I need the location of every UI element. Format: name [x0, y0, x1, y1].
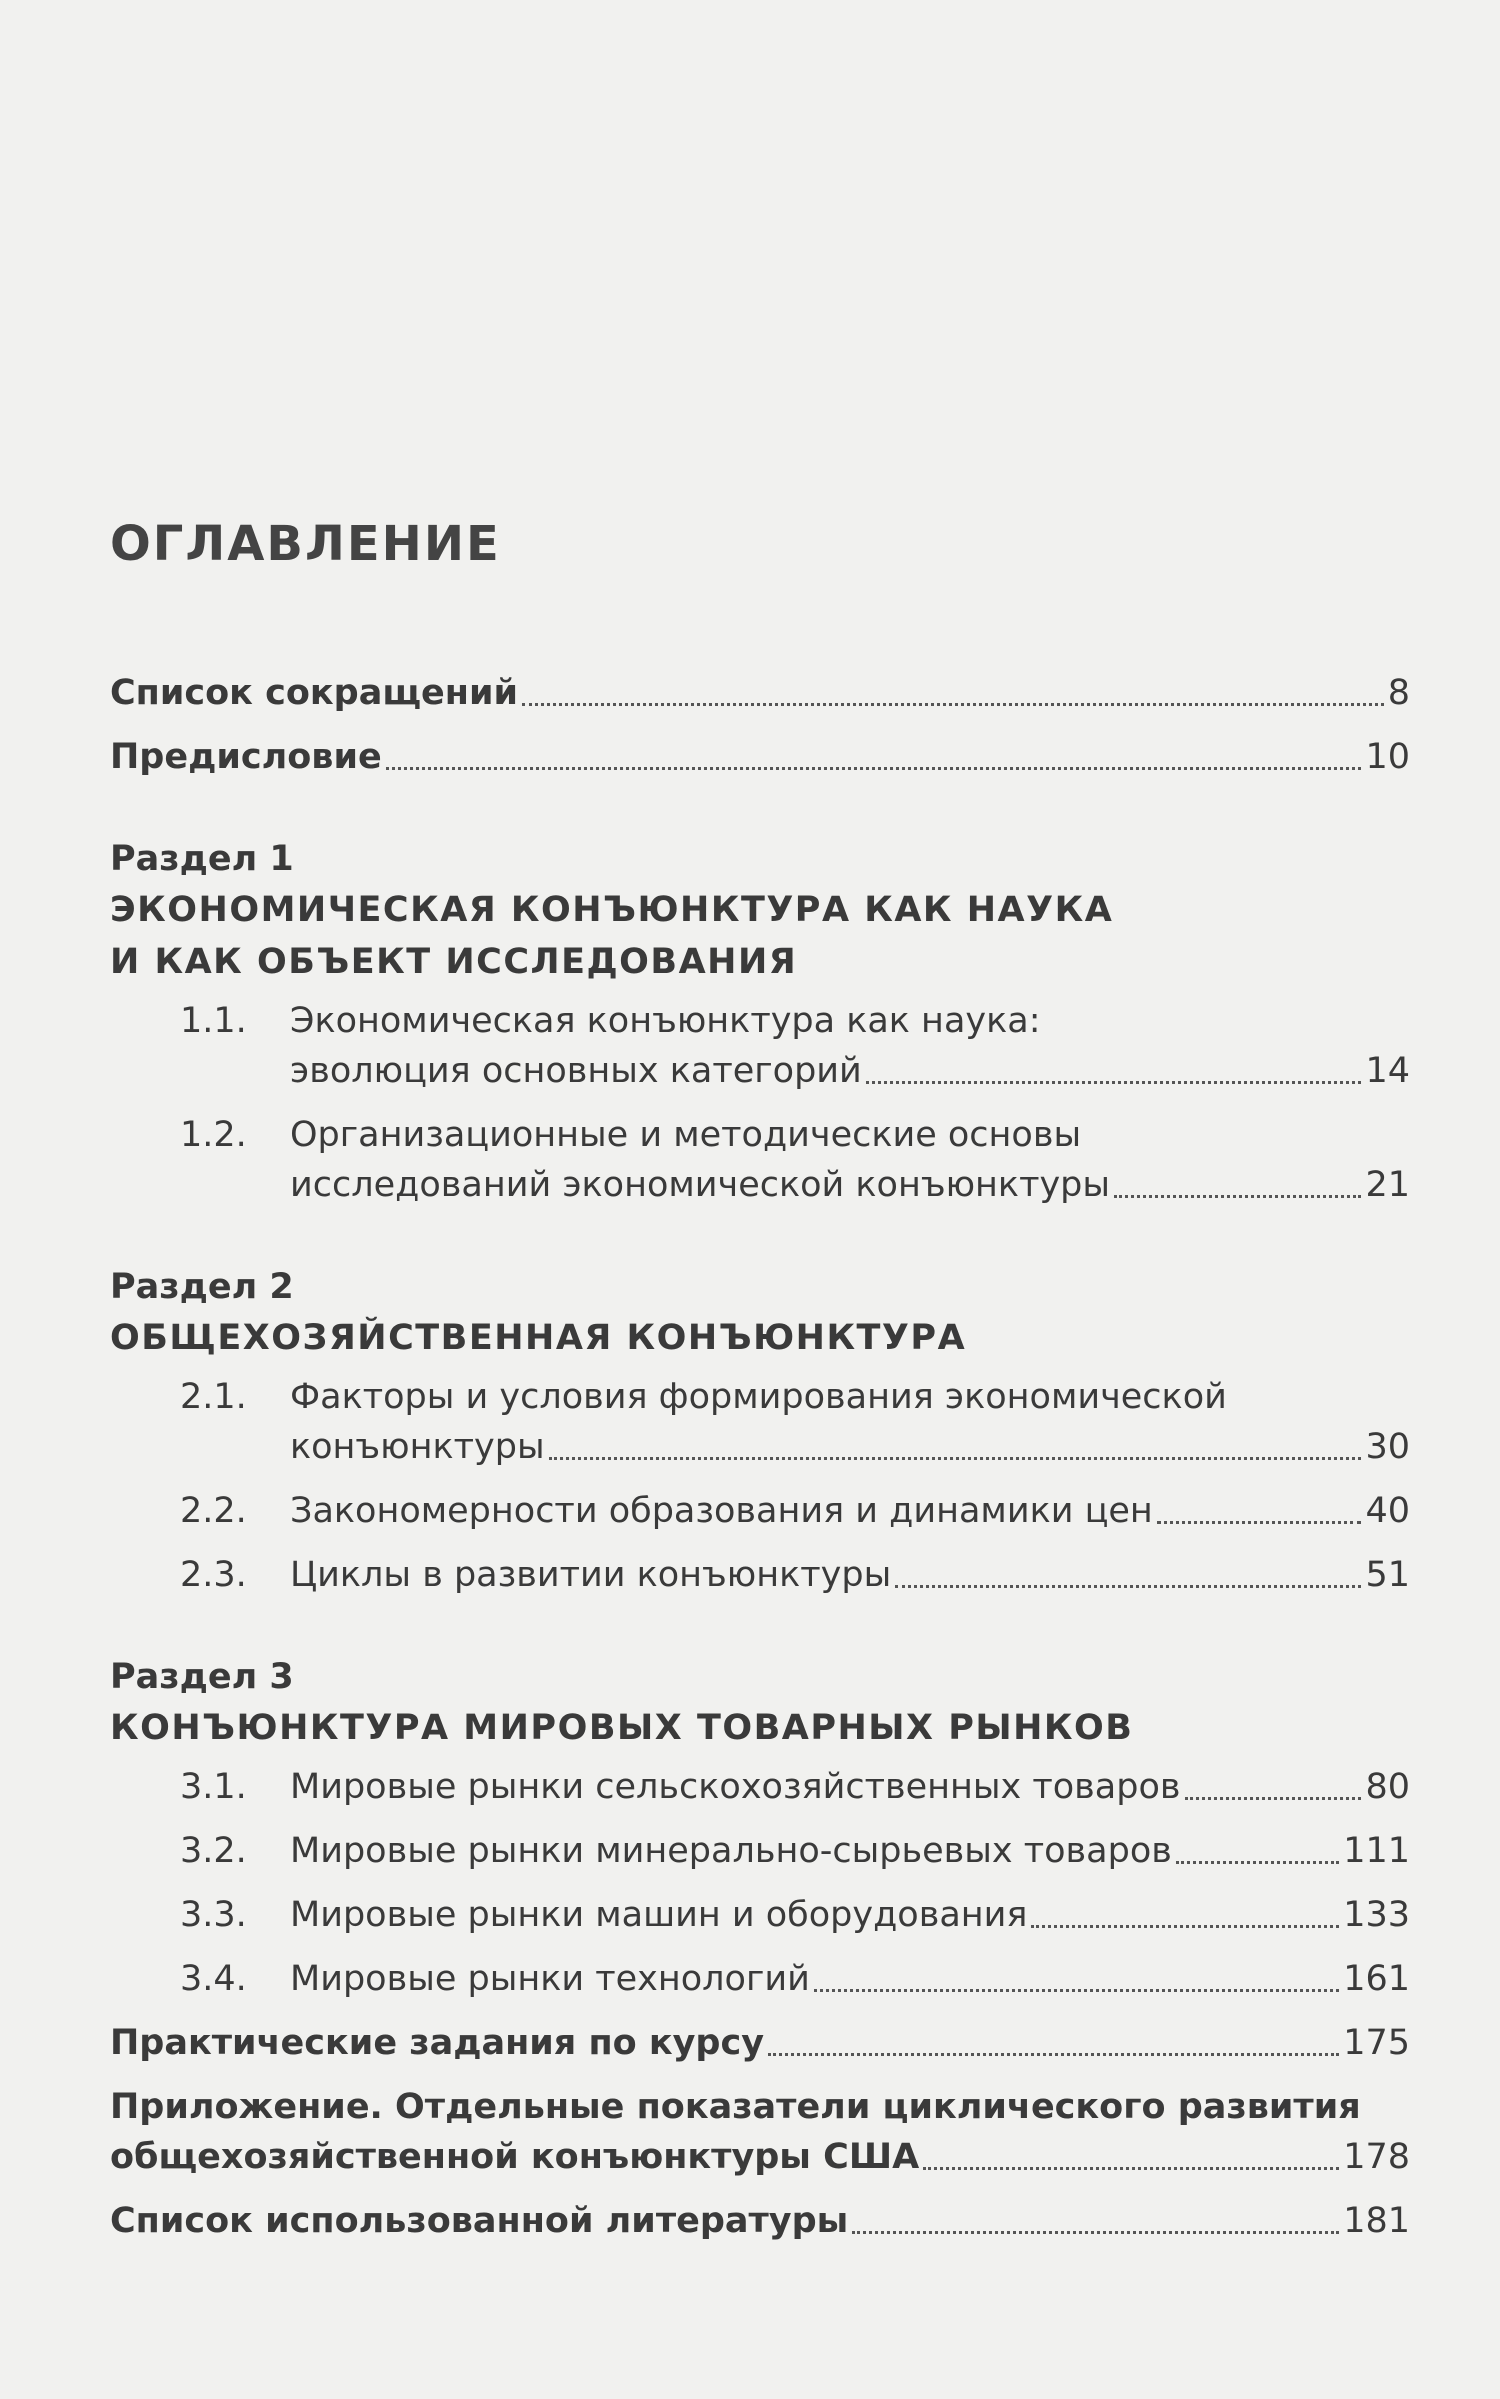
toc-item-2-2[interactable]: [180, 1486, 1410, 1536]
dot-leader: [814, 1989, 1339, 1992]
entry-text-line: Приложение. Отдельные показатели циклического развития: [110, 2087, 1361, 2127]
item-text-line: Экономическая конъюнктура как наука:: [290, 1001, 1041, 1041]
item-number: 1.2.: [180, 1115, 247, 1155]
toc-entry-practical-tasks[interactable]: [110, 2018, 1410, 2068]
section-title: [110, 1702, 1410, 1754]
item-text-line: Мировые рынки технологий: [290, 1959, 810, 1999]
toc-item-2-1[interactable]: [180, 1372, 1410, 1472]
toc-item-3-3[interactable]: [180, 1890, 1410, 1940]
dot-leader: [895, 1585, 1361, 1588]
section-label: Раздел 1: [110, 839, 294, 879]
item-text-line: Циклы в развитии конъюнктуры: [290, 1555, 892, 1595]
page-number: 133: [1343, 1895, 1410, 1935]
item-text-line: Мировые рынки сельскохозяйственных товаров: [290, 1767, 1181, 1807]
section-title-line: КОНЪЮНКТУРА МИРОВЫХ ТОВАРНЫХ РЫНКОВ: [110, 1708, 1134, 1748]
page-number: 181: [1343, 2201, 1410, 2241]
item-number: 2.2.: [180, 1491, 247, 1531]
section-title-line: ЭКОНОМИЧЕСКАЯ КОНЪЮНКТУРА КАК НАУКА: [110, 890, 1114, 930]
item-text-line: Мировые рынки машин и оборудования: [290, 1895, 1028, 1935]
section-title: [110, 1312, 1410, 1364]
table-of-contents: [110, 516, 1410, 2260]
item-number: 3.2.: [180, 1831, 247, 1871]
entry-text: Список сокращений: [110, 673, 519, 713]
item-text-line: Факторы и условия формирования экономической: [290, 1377, 1227, 1417]
dot-leader: [1185, 1797, 1362, 1800]
dot-leader: [1031, 1925, 1339, 1928]
page-number: 8: [1387, 673, 1410, 713]
toc-entry-references[interactable]: [110, 2196, 1410, 2246]
page-title: ОГЛАВЛЕНИЕ: [110, 516, 501, 572]
page-number: 161: [1343, 1959, 1410, 1999]
entry-text: Практические задания по курсу: [110, 2023, 765, 2063]
item-number: 2.1.: [180, 1377, 247, 1417]
toc-item-1-2[interactable]: [180, 1110, 1410, 1210]
item-text-line: эволюция основных категорий: [290, 1051, 862, 1091]
section-title: [110, 884, 1410, 988]
item-text-line: исследований экономической конъюнктуры: [290, 1165, 1111, 1205]
section-title-line: И КАК ОБЪЕКТ ИССЛЕДОВАНИЯ: [110, 942, 798, 982]
item-number: 3.4.: [180, 1959, 247, 1999]
dot-leader: [923, 2167, 1339, 2170]
toc-item-3-4[interactable]: [180, 1954, 1410, 2004]
page-number: 30: [1365, 1427, 1410, 1467]
page-number: 175: [1343, 2023, 1410, 2063]
item-number: 1.1.: [180, 1001, 247, 1041]
page-number: 80: [1365, 1767, 1410, 1807]
entry-text: Список использованной литературы: [110, 2201, 849, 2241]
page-number: 40: [1365, 1491, 1410, 1531]
dot-leader: [866, 1081, 1362, 1084]
toc-item-1-1[interactable]: [180, 996, 1410, 1096]
page-number: 14: [1365, 1051, 1410, 1091]
toc-item-3-1[interactable]: [180, 1762, 1410, 1812]
section-title-line: ОБЩЕХОЗЯЙСТВЕННАЯ КОНЪЮНКТУРА: [110, 1318, 967, 1358]
page-number: 178: [1343, 2137, 1410, 2177]
toc-entry-appendix[interactable]: [110, 2082, 1410, 2182]
item-text-line: конъюнктуры: [290, 1427, 545, 1467]
toc-item-3-2[interactable]: [180, 1826, 1410, 1876]
toc-entry-abbreviations[interactable]: [110, 668, 1410, 718]
dot-leader: [852, 2231, 1339, 2234]
section-label: Раздел 3: [110, 1657, 294, 1697]
dot-leader: [386, 767, 1362, 770]
entry-text: Предисловие: [110, 737, 382, 777]
toc-section-1: [110, 834, 1410, 1210]
toc-section-3: [110, 1652, 1410, 2004]
entry-text: общехозяйственной конъюнктуры США: [110, 2137, 920, 2177]
page-number: 51: [1365, 1555, 1410, 1595]
dot-leader: [768, 2053, 1339, 2056]
item-number: 3.3.: [180, 1895, 247, 1935]
dot-leader: [549, 1457, 1362, 1460]
item-text-line: Мировые рынки минерально-сырьевых товаров: [290, 1831, 1172, 1871]
toc-section-2: [110, 1262, 1410, 1600]
page-number: 10: [1365, 737, 1410, 777]
dot-leader: [1114, 1195, 1361, 1198]
item-text-line: Организационные и методические основы: [290, 1115, 1082, 1155]
item-number: 2.3.: [180, 1555, 247, 1595]
dot-leader: [522, 703, 1384, 706]
toc-item-2-3[interactable]: [180, 1550, 1410, 1600]
dot-leader: [1176, 1861, 1339, 1864]
toc-back-matter: [110, 2018, 1410, 2246]
section-label: Раздел 2: [110, 1267, 294, 1307]
page-number: 111: [1343, 1831, 1410, 1871]
dot-leader: [1157, 1521, 1362, 1524]
item-text-line: Закономерности образования и динамики цен: [290, 1491, 1153, 1531]
page-number: 21: [1365, 1165, 1410, 1205]
toc-entry-preface[interactable]: [110, 732, 1410, 782]
item-number: 3.1.: [180, 1767, 247, 1807]
